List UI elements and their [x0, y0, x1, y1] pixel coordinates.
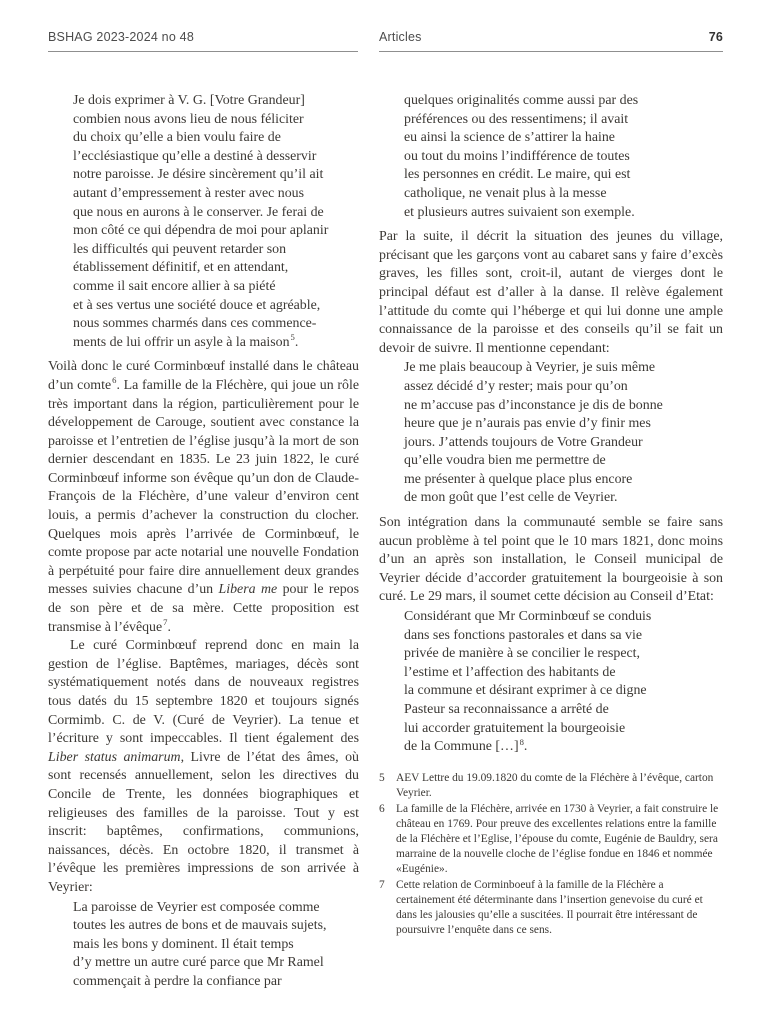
running-header-left: [48, 30, 358, 52]
body-paragraph: Voilà donc le curé Corminbœuf installé dans le château d’un comte$^6$. La famille de la Fléchère, qui joue un rôle très important dans la région, particulièrement pour le développement de Carouge, soutient avec constance la paroisse et l’entretien de l’église jusqu’à la mort de son dernier descendant en 1835. Le 23 juin 1822, le curé Corminbœuf informe son évêque qu’un don de Claude-François de la Fléchère, d’une valeur d’environ cent louis, a permis d’achever la construction du clocher. Quelques mois après l’arrivée de Corminbœuf, le comte propose par acte notarial une nouvelle Fondation à perpétuité pour faire dire annuellement deux grandes messes suivies chacune d’un Libera me pour le repos de son père et de sa mère. Cette proposition est transmise à l’évêque$^7$.: [48, 359, 360, 635]
quote-line: mon côté ce qui dépendra de moi pour aplanir: [73, 223, 329, 239]
quote-line: Pasteur sa reconnaissance a arrêté de: [404, 702, 609, 717]
footnote-number: 7: [379, 878, 385, 891]
footnote-item: [379, 802, 723, 877]
quote-line: que nous en aurons à le conserver. Je ferai de: [73, 204, 324, 220]
quote-line: combien nous avons lieu de nous féliciter: [73, 111, 304, 127]
quote-line: La paroisse de Veyrier est composée comme: [73, 899, 320, 915]
footnote-text: Cette relation de Corminboeuf à la famille de la Fléchère a certainement été déterminante dans l’insertion genevoise du curé et dans les jalousies qu’elle a suscitées. Il pourrait être intéressant de poursuivre l’enquête dans ce sens.: [396, 878, 703, 936]
section-label: Articles: [379, 30, 422, 44]
block-quote: [73, 92, 359, 352]
block-quote: [404, 608, 723, 757]
quote-line: de la Commune […]$^8$.: [404, 736, 528, 755]
quote-line: Je me plais beaucoup à Veyrier, je suis même: [404, 360, 656, 376]
quote-line: eu ainsi la science de s’attirer la haine: [404, 130, 615, 146]
quote-line: qu’elle voudra bien me permettre de: [404, 453, 606, 469]
quote-line: établissement définitif, et en attendant,: [73, 260, 289, 276]
quote-line: l’ecclésiastique qu’elle a destiné à desservir: [73, 148, 317, 164]
running-header-right: [379, 30, 723, 52]
quote-line: jours. J’attends toujours de Votre Grandeur: [404, 434, 643, 450]
footnote-item: [379, 878, 723, 938]
quote-line: toutes les autres de bons et de mauvais sujets,: [73, 918, 327, 934]
body-paragraph: Le curé Corminbœuf reprend donc en main la gestion de l’église. Baptêmes, mariages, décès sont systématiquement notés dans de nouveaux registres tous datés du 15 septembre 1820 et toujours signés Cormimb. C. de V. (Curé de Veyrier). La tenue et l’écriture y sont impeccables. Il tient également des Liber status animarum, Livre de l’état des âmes, où sont recensés annuellement, selon les directives du Concile de Trente, les données biographiques et religieuses des familles de la paroisse. Tout y est inscrit: baptêmes, confirmations, communions, naissances, décès. En octobre 1820, il transmet à l’évêque les premières impressions de son arrivée à Veyrier:: [48, 638, 359, 895]
left-column: [48, 92, 359, 992]
quote-line: catholique, ne venait plus à la messe: [404, 185, 607, 201]
footnote-item: [379, 771, 723, 801]
quote-line: quelques originalités comme aussi par des: [404, 93, 639, 108]
footnote-number: 5: [379, 771, 385, 784]
quote-line: ou tout du moins l’indifférence de toutes: [404, 148, 630, 164]
block-quote: [404, 92, 723, 222]
quote-line: Je dois exprimer à V. G. [Votre Grandeur]: [73, 93, 305, 108]
quote-line: du choix qu’elle a bien voulu faire de: [73, 130, 281, 146]
quote-line: les difficultés qui peuvent retarder son: [73, 241, 287, 257]
quote-line: d’y mettre un autre curé parce que Mr Ramel: [73, 955, 324, 971]
footnote-text: AEV Lettre du 19.09.1820 du comte de la Fléchère à l’évêque, carton Veyrier.: [396, 771, 714, 799]
quote-line: ne m’accuse pas d’inconstance je dis de bonne: [404, 397, 663, 413]
quote-line: comme il sait encore allier à sa piété: [73, 278, 276, 294]
page-number: 76: [708, 30, 723, 44]
quote-line: mais les bons y dominent. Il était temps: [73, 936, 294, 952]
quote-line: dans ses fonctions pastorales et dans sa vie: [404, 627, 643, 643]
quote-line: commençait à perdre la confiance par: [73, 973, 282, 989]
quote-line: ments de lui offrir un asyle à la maison$^5$.: [73, 332, 299, 350]
block-quote: [404, 359, 723, 508]
quote-line: préférences ou des ressentimens; il avait: [404, 111, 629, 127]
quote-line: lui accorder gratuitement la bourgeoisie: [404, 720, 626, 736]
quote-line: la commune et désirant exprimer à ce digne: [404, 683, 647, 699]
quote-line: nous sommes charmés dans ces commence-: [73, 316, 317, 332]
quote-line: me présenter à quelque place plus encore: [404, 471, 633, 487]
quote-line: et plusieurs autres suivaient son exemple.: [404, 204, 635, 220]
quote-line: de mon goût que l’est celle de Veyrier.: [404, 490, 618, 506]
quote-line: l’estime et l’affection des habitants de: [404, 664, 616, 680]
quote-line: Considérant que Mr Corminbœuf se conduis: [404, 609, 652, 625]
footnote-text: La famille de la Fléchère, arrivée en 1730 à Veyrier, a fait construire le château en 1769. Pour preuve des excellentes relations entre la famille de la Fléchère et l’Eglise, l’épouse du comte, Eugénie de Bauldry, sera marraine de la nouvelle cloche de l’église fondue en 1846 et nommée «Eugénie».: [396, 802, 719, 875]
right-column-text: [379, 92, 723, 757]
body-paragraph: Son intégration dans la communauté semble se faire sans aucun problème à tel point que le 10 mars 1821, donc moins d’un an après son installation, le Conseil municipal de Veyrier décide d’accorder gratuitement la bourgeoisie à son curé. Le 29 mars, il soumet cette décision au Conseil d’Etat:: [379, 515, 723, 605]
footnotes: [379, 771, 723, 938]
quote-line: assez décidé d’y rester; mais pour qu’on: [404, 378, 628, 394]
right-column: [379, 92, 723, 939]
quote-line: les personnes en crédit. Le maire, qui est: [404, 167, 631, 183]
body-paragraph: Par la suite, il décrit la situation des jeunes du village, précisant que les garçons vont au cabaret sans y faire d’excès graves, les filles sont, croit-il, autant de vierges dont le principal défaut est d’aller à la danse. Il relève également l’attitude du comte qui l’héberge et qui lui donne une ample connaissance de la paroisse et des conseils qu’il se fait un devoir de suivre. Il mentionne cependant:: [379, 229, 723, 356]
quote-line: notre paroisse. Je désire sincèrement qu’il ait: [73, 167, 324, 183]
quote-line: privée de manière à se concilier le respect,: [404, 646, 641, 662]
quote-line: autant d’empressement à rester avec nous: [73, 185, 305, 201]
journal-title: BSHAG 2023-2024 no 48: [48, 30, 194, 44]
footnote-number: 6: [379, 802, 385, 815]
quote-line: heure que je n’aurais pas envie d’y finir mes: [404, 416, 651, 432]
quote-line: et à ses vertus une société douce et agréable,: [73, 297, 321, 313]
block-quote: [73, 899, 359, 992]
